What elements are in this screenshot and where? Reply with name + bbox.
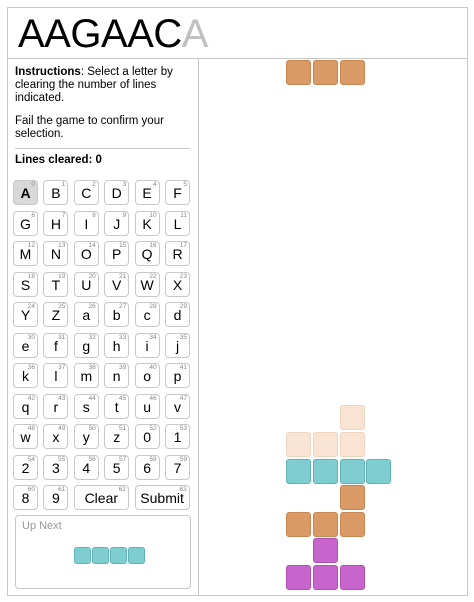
key-number: 10: [149, 211, 157, 219]
key-55[interactable]: [43, 455, 68, 480]
stack-block: [313, 565, 338, 590]
key-20[interactable]: [74, 272, 99, 297]
key-label: q: [21, 398, 30, 415]
key-label: p: [173, 368, 182, 384]
key-3[interactable]: [104, 180, 129, 205]
up-next-panel: [15, 515, 191, 589]
falling-block: [340, 60, 365, 85]
stack-block: [340, 512, 365, 537]
key-label: Z: [51, 307, 61, 323]
key-number: 58: [149, 455, 157, 463]
key-label: o: [143, 368, 151, 384]
key-label: 7: [173, 459, 182, 476]
key-number: 27: [118, 303, 127, 310]
lines-cleared: Lines cleared: 0: [15, 154, 102, 166]
key-31[interactable]: [43, 333, 68, 358]
key-number: 50: [88, 425, 96, 432]
key-27[interactable]: [104, 302, 129, 327]
key-label: S: [20, 276, 31, 293]
key-52[interactable]: [135, 424, 160, 449]
key-11[interactable]: [165, 211, 190, 236]
key-label: Q: [141, 246, 153, 262]
key-label: N: [50, 246, 61, 262]
key-45[interactable]: [104, 394, 129, 419]
key-label: 0: [143, 429, 151, 445]
key-number: 47: [179, 394, 187, 402]
key-number: 15: [118, 242, 127, 249]
key-number: 61: [58, 486, 66, 493]
key-number: 32: [88, 333, 96, 341]
key-label: b: [112, 307, 121, 323]
key-12[interactable]: [13, 241, 38, 266]
key-number: 57: [118, 455, 127, 463]
key-46[interactable]: [135, 394, 160, 419]
key-label: z: [113, 429, 121, 445]
key-number: 24: [27, 303, 35, 310]
key-number: 18: [27, 272, 35, 280]
key-number: 26: [88, 303, 96, 310]
key-label: w: [20, 429, 31, 445]
key-label: 2: [21, 459, 30, 476]
key-number: 63: [179, 486, 187, 493]
falling-block: [286, 60, 311, 85]
key-number: 56: [88, 455, 96, 463]
key-35[interactable]: [165, 333, 190, 358]
key-50[interactable]: [74, 424, 99, 449]
key-number: 30: [27, 333, 35, 341]
selection-title: [18, 12, 208, 56]
key-54[interactable]: [13, 455, 38, 480]
instructions-fail-text: Fail the game to confirm your selection.: [15, 115, 164, 140]
key-label: f: [53, 337, 58, 354]
key-number: 20: [88, 272, 96, 280]
key-number: 0: [31, 181, 35, 188]
key-number: 9: [122, 211, 127, 219]
key-37[interactable]: [43, 363, 68, 388]
key-label: C: [81, 185, 92, 201]
key-label: A: [20, 185, 31, 201]
key-label: Y: [20, 307, 31, 323]
key-label: j: [175, 337, 180, 354]
key-number: 33: [118, 333, 127, 341]
key-number: 37: [58, 364, 66, 371]
key-number: 55: [58, 455, 66, 463]
instructions-text: : Select a letter by clearing the number of lines indicated.: [15, 66, 173, 104]
key-21[interactable]: [104, 272, 129, 297]
key-38[interactable]: [74, 363, 99, 388]
key-label: B: [51, 185, 61, 201]
key-number: 53: [179, 425, 187, 432]
key-49[interactable]: [43, 424, 68, 449]
key-18[interactable]: [13, 272, 38, 297]
key-number: 51: [118, 425, 127, 432]
key-number: 42: [27, 394, 35, 402]
key-48[interactable]: [13, 424, 38, 449]
stack-block: [286, 565, 311, 590]
key-label: e: [21, 337, 30, 354]
key-23[interactable]: [165, 272, 190, 297]
key-58[interactable]: [135, 455, 160, 480]
key-label: U: [81, 276, 92, 293]
key-number: 11: [180, 211, 187, 219]
key-14[interactable]: [74, 241, 99, 266]
key-16[interactable]: [135, 241, 160, 266]
key-label: J: [113, 215, 121, 232]
key-number: 48: [27, 425, 35, 432]
key-34[interactable]: [135, 333, 160, 358]
key-label: 4: [82, 459, 91, 476]
key-number: 40: [149, 364, 157, 371]
key-label: R: [172, 246, 183, 262]
key-22[interactable]: [135, 272, 160, 297]
key-17[interactable]: [165, 241, 190, 266]
key-number: 28: [149, 303, 157, 310]
key-label: T: [51, 276, 61, 293]
key-number: 39: [118, 364, 127, 371]
key-number: 52: [149, 425, 157, 432]
key-number: 7: [61, 211, 66, 219]
stack-block: [286, 432, 311, 457]
key-label: r: [53, 398, 59, 415]
key-number: 4: [152, 181, 157, 188]
up-next-block: [74, 547, 91, 564]
stack-block: [286, 512, 311, 537]
key-label: s: [82, 398, 90, 415]
key-number: 13: [58, 242, 66, 249]
key-26[interactable]: [74, 302, 99, 327]
key-label: 3: [51, 459, 60, 476]
key-number: 8: [92, 211, 96, 219]
key-4[interactable]: [135, 180, 160, 205]
key-label: x: [52, 429, 60, 445]
key-label: 8: [21, 490, 30, 506]
key-9[interactable]: [104, 211, 129, 236]
key-label: D: [111, 185, 122, 201]
key-number: 17: [179, 242, 187, 249]
key-label: 5: [112, 459, 121, 476]
submit-button[interactable]: [135, 485, 190, 510]
key-label: H: [50, 215, 61, 232]
key-label: a: [82, 307, 91, 323]
divider: [15, 148, 190, 149]
key-28[interactable]: [135, 302, 160, 327]
key-label: h: [112, 337, 121, 354]
key-number: 5: [183, 181, 187, 188]
key-label: m: [80, 368, 93, 384]
key-7[interactable]: [43, 211, 68, 236]
key-43[interactable]: [43, 394, 68, 419]
key-number: 59: [179, 455, 187, 463]
control-panel: [8, 59, 199, 596]
key-42[interactable]: [13, 394, 38, 419]
key-59[interactable]: [165, 455, 190, 480]
key-number: 31: [58, 333, 66, 341]
key-6[interactable]: [13, 211, 38, 236]
key-number: 2: [92, 181, 96, 188]
title-bar: [8, 8, 467, 59]
key-number: 43: [58, 394, 66, 402]
key-5[interactable]: [165, 180, 190, 205]
key-label: t: [114, 398, 119, 415]
key-number: 36: [27, 364, 35, 371]
key-label: Submit: [140, 490, 184, 506]
key-label: M: [19, 246, 32, 262]
key-number: 22: [149, 272, 157, 280]
key-label: V: [112, 276, 122, 293]
key-label: g: [82, 337, 91, 354]
key-2[interactable]: [74, 180, 99, 205]
key-number: 1: [61, 181, 66, 188]
key-number: 25: [58, 303, 66, 310]
key-number: 62: [118, 486, 126, 493]
up-next-block: [110, 547, 127, 564]
key-label: l: [54, 368, 58, 384]
stack-block: [313, 432, 338, 457]
key-number: 19: [58, 272, 66, 280]
key-29[interactable]: [165, 302, 190, 327]
key-number: 60: [27, 486, 35, 493]
key-1[interactable]: [43, 180, 68, 205]
stack-block: [313, 512, 338, 537]
key-label: n: [112, 368, 121, 384]
key-number: 3: [122, 181, 127, 188]
key-number: 44: [88, 394, 96, 402]
key-number: 46: [149, 394, 157, 402]
key-label: I: [84, 215, 89, 232]
key-number: 41: [179, 364, 187, 371]
stack-block: [340, 459, 365, 484]
stack-block: [340, 565, 365, 590]
key-53[interactable]: [165, 424, 190, 449]
key-24[interactable]: [13, 302, 38, 327]
key-label: P: [112, 246, 122, 262]
instructions-heading: Instructions: [15, 66, 81, 78]
key-number: 21: [118, 272, 127, 280]
key-label: E: [142, 185, 152, 201]
key-number: 6: [31, 211, 35, 219]
falling-block: [313, 60, 338, 85]
key-label: d: [173, 307, 182, 323]
stack-block: [366, 459, 391, 484]
key-61[interactable]: [43, 485, 68, 510]
key-number: 38: [88, 364, 96, 371]
key-33[interactable]: [104, 333, 129, 358]
key-47[interactable]: [165, 394, 190, 419]
stack-block: [340, 485, 365, 510]
key-label: y: [82, 429, 90, 445]
key-number: 35: [179, 333, 187, 341]
key-label: L: [173, 215, 182, 232]
key-57[interactable]: [104, 455, 129, 480]
up-next-block: [92, 547, 109, 564]
typed-text: AAGAAC: [18, 12, 182, 56]
key-0[interactable]: [13, 180, 38, 205]
key-8[interactable]: [74, 211, 99, 236]
key-25[interactable]: [43, 302, 68, 327]
key-label: X: [172, 276, 183, 293]
key-41[interactable]: [165, 363, 190, 388]
stack-block: [340, 405, 365, 430]
up-next-label: Up Next: [22, 520, 62, 532]
key-39[interactable]: [104, 363, 129, 388]
key-32[interactable]: [74, 333, 99, 358]
key-number: 45: [118, 394, 127, 402]
key-number: 16: [149, 242, 157, 249]
key-label: 9: [51, 490, 60, 506]
key-10[interactable]: [135, 211, 160, 236]
stack-block: [340, 432, 365, 457]
key-label: 6: [143, 459, 151, 476]
key-number: 23: [179, 272, 187, 280]
key-60[interactable]: [13, 485, 38, 510]
key-19[interactable]: [43, 272, 68, 297]
up-next-block: [128, 547, 145, 564]
key-label: u: [143, 398, 151, 415]
key-label: c: [143, 307, 151, 323]
key-36[interactable]: [13, 363, 38, 388]
key-number: 49: [58, 425, 66, 432]
key-label: K: [142, 215, 152, 232]
key-number: 14: [88, 242, 96, 249]
stack-block: [313, 538, 338, 563]
clear-button[interactable]: [74, 485, 129, 510]
instructions: [15, 66, 190, 151]
game-board[interactable]: [199, 59, 467, 596]
key-number: 34: [149, 333, 157, 341]
key-label: k: [22, 368, 29, 384]
key-13[interactable]: [43, 241, 68, 266]
key-40[interactable]: [135, 363, 160, 388]
ghost-letter: A: [181, 12, 208, 56]
key-label: 1: [173, 429, 182, 445]
key-label: i: [145, 337, 149, 354]
key-number: 54: [27, 455, 35, 463]
key-number: 12: [27, 242, 35, 249]
key-15[interactable]: [104, 241, 129, 266]
key-44[interactable]: [74, 394, 99, 419]
game-frame: [7, 7, 468, 596]
key-label: O: [80, 246, 92, 262]
key-label: G: [20, 215, 31, 232]
key-30[interactable]: [13, 333, 38, 358]
stack-block: [313, 459, 338, 484]
key-number: 29: [179, 303, 187, 310]
key-label: W: [140, 276, 154, 293]
stack-block: [286, 459, 311, 484]
key-51[interactable]: [104, 424, 129, 449]
key-56[interactable]: [74, 455, 99, 480]
key-label: v: [174, 398, 181, 415]
key-label: F: [173, 185, 182, 201]
key-label: Clear: [84, 490, 119, 506]
